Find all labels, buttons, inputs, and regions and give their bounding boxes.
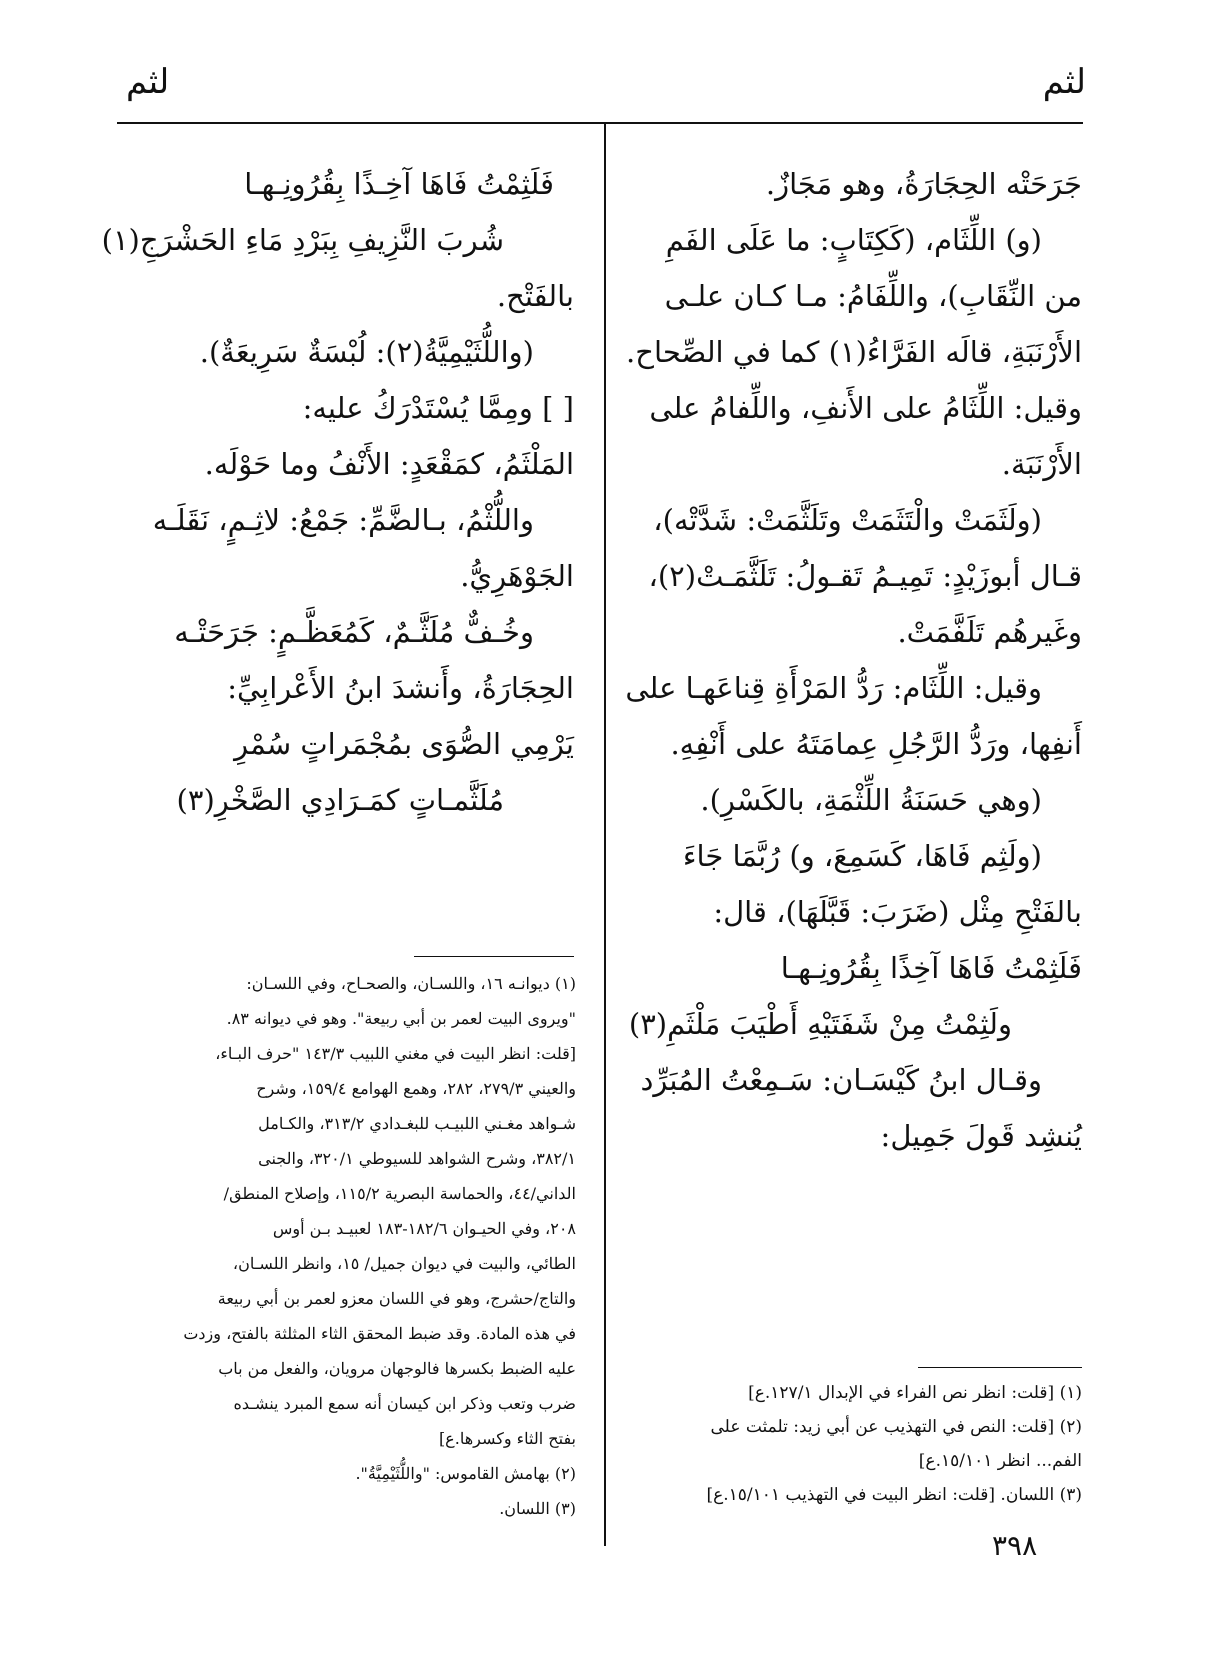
footnote: والعيني ٢٧٩/٣، ٢٨٢، وهمع الهوامع ١٥٩/٤، وشرح [256,1079,576,1098]
verse-line: مُلَثَّمـاتٍ كمَـرَادِي الصَّخْرِ(٣) [176,783,504,817]
footnote: عليه الضبط بكسرها فالوجهان مرويان، والفعل من باب [218,1359,576,1378]
page-number: ٣٩٨ [992,1529,1038,1562]
text-line: وخُـفٌّ مُلَثَّـمٌ، كَمُعَظَّـمٍ: جَرَحَتْـه [174,615,534,649]
text-line: جَرَحَتْه الحِجَارَةُ، وهو مَجَازٌ. [765,167,1082,201]
footnote: الفم... انظر ١٥/١٠١.ع] [918,1451,1082,1471]
text-line: قـال أبوزَيْدٍ: تَمِيـمُ تَقـولُ: تَلَثَّمَـتْ(٢)، [648,559,1082,593]
text-line: (و) اللِّثَام، (كَكِتَابٍ: ما عَلَى الفَمِ [665,223,1042,257]
footnote: [قلت: انظر البيت في مغني اللبيب ١٤٣/٣ "حرف البـاء، [215,1044,576,1063]
text-line: وقيل: اللِّثَام: رَدُّ المَرْأَةِ قِناعَهـا على [625,671,1042,705]
verse-line: فَلَثِمْتُ فَاهَا آخِـذًا بِقُرُونِـهـا [244,167,554,201]
footnote: ضرب وتعب وذكر ابن كيسان أنه سمع المبرد ينشـده [233,1394,576,1413]
footnote-rule-right [918,1367,1082,1368]
footnote: (٢) بهامش القاموس: "واللُّثَيْمِيَّةُ". [355,1464,576,1483]
left-column-footnotes [116,966,576,1526]
text-line: [ ] ومِمَّا يُسْتَدْرَكُ عليه: [302,391,574,425]
footnote-rule-left [414,956,574,957]
text-line: يُنشِد قَولَ جَمِيل: [880,1119,1082,1153]
left-column-text [101,156,574,828]
text-line: أَنفِها، ورَدُّ الرَّجُلِ عِمامَتَهُ على أَنْفِهِ. [670,727,1082,761]
footnote: الطائي، والبيت في ديوان جميل/ ١٥، وانظر اللسـان، [232,1254,576,1273]
footnote: (١) [قلت: انظر نص الفراء في الإبدال ١٢٧/١.ع] [748,1383,1082,1403]
footnote: (٢) [قلت: النص في التهذيب عن أبي زيد: تلمثت على [710,1417,1082,1437]
text-line: الحِجَارَةُ، وأَنشدَ ابنُ الأَعْرابِيِّ: [227,671,574,705]
text-line: الجَوْهَرِيُّ. [460,559,574,593]
header-rule [117,122,1083,124]
footnote: "ويروى البيت لعمر بن أبي ربيعة". وهو في ديوانه ٨٣. [226,1009,576,1028]
footnote: الداني/٤٤، والحماسة البصرية ١١٥/٢، وإصلاح المنطق/ [223,1184,576,1203]
footnote: في هذه المادة. وقد ضبط المحقق الثاء المثلثة بالفتح، وزدت [183,1324,576,1343]
verse-line: ولَثِمْتُ مِنْ شَفَتَيْهِ أَطْيَبَ مَلْثَمِ(٣) [628,1007,1012,1041]
footnote: شـواهد مغـني اللبيـب للبغـدادي ٣١٣/٢، والكـامل [258,1114,576,1133]
text-line: المَلْثَمُ، كمَقْعَدٍ: الأَنْفُ وما حَوْلَه. [204,447,574,481]
footnote: (١) ديوانـه ١٦، واللسـان، والصحـاح، وفي اللسـان: [246,974,576,993]
text-line: واللُّثْمُ، بـالضَّمِّ: جَمْعُ: لاثِـمٍ، نَقَلَـه [152,503,534,537]
verse-line: يَرْمِي الصُّوَى بمُجْمَراتٍ سُمْرِ [234,727,574,761]
text-line: الأَرْنَبَةِ، قالَه الفَرَّاءُ(١) كما في الصِّحاح. [626,335,1082,369]
verse-line: شُربَ النَّزِيفِ بِبَرْدِ مَاءِ الحَشْرَجِ(١) [101,223,504,257]
text-line: (واللُّثَيْمِيَّةُ(٢): لُبْسَةٌ سَرِيعَةٌ). [199,335,534,369]
footnote: (٣) اللسان. [499,1499,576,1518]
footnote: ٢٠٨، وفي الحيـوان ١٨٢/٦-١٨٣ لعبيـد بـن أوس [272,1219,576,1238]
footnote: (٣) اللسان. [قلت: انظر البيت في التهذيب ١٥/١٠١.ع] [706,1485,1082,1505]
text-line: (ولَثِم فَاهَا، كَسَمِعَ، و) رُبَّمَا جَاءَ [682,839,1042,873]
footnote: بفتح الثاء وكسرها.ع] [438,1429,576,1448]
text-line: وغَيرهُم تَلَفَّمَتْ. [897,615,1082,649]
footnote: والتاج/حشرج، وهو في اللسان معزو لعمر بن أبي ربيعة [217,1289,576,1308]
column-divider [604,122,606,1546]
right-column-text [625,156,1082,1164]
text-line: وقـال ابنُ كَيْسَـان: سَـمِعْتُ المُبَرِّد [640,1063,1042,1097]
text-line: وقيل: اللِّثَامُ على الأَنفِ، واللِّفامُ على [649,391,1082,425]
text-line: من النِّقَابِ)، واللِّفَامُ: مـا كـان علـى [664,279,1082,313]
text-line: (ولَثَمَتْ والْتَثَمَتْ وتَلَثَّمَتْ: شَدَّتْه)، [653,503,1042,537]
verse-line: فَلَثِمْتُ فَاهَا آخِذًا بِقُرُونِـهـا [780,951,1082,985]
running-header-left: لثم [126,62,170,102]
right-column-footnotes [638,1376,1082,1512]
text-line: بالفَتْح. [496,279,574,313]
running-header-right: لثم [1042,62,1086,102]
text-line: (وهي حَسَنَةُ اللِّثْمَةِ، بالكَسْرِ). [700,783,1042,817]
footnote: ٣٨٢/١، وشرح الشواهد للسيوطي ٣٢٠/١، والجنى [258,1149,576,1168]
text-line: الأَرْنَبَة. [1001,447,1082,481]
text-line: بالفَتْحِ مِثْل (ضَرَبَ: قَبَّلَهَا)، قال: [713,895,1082,929]
